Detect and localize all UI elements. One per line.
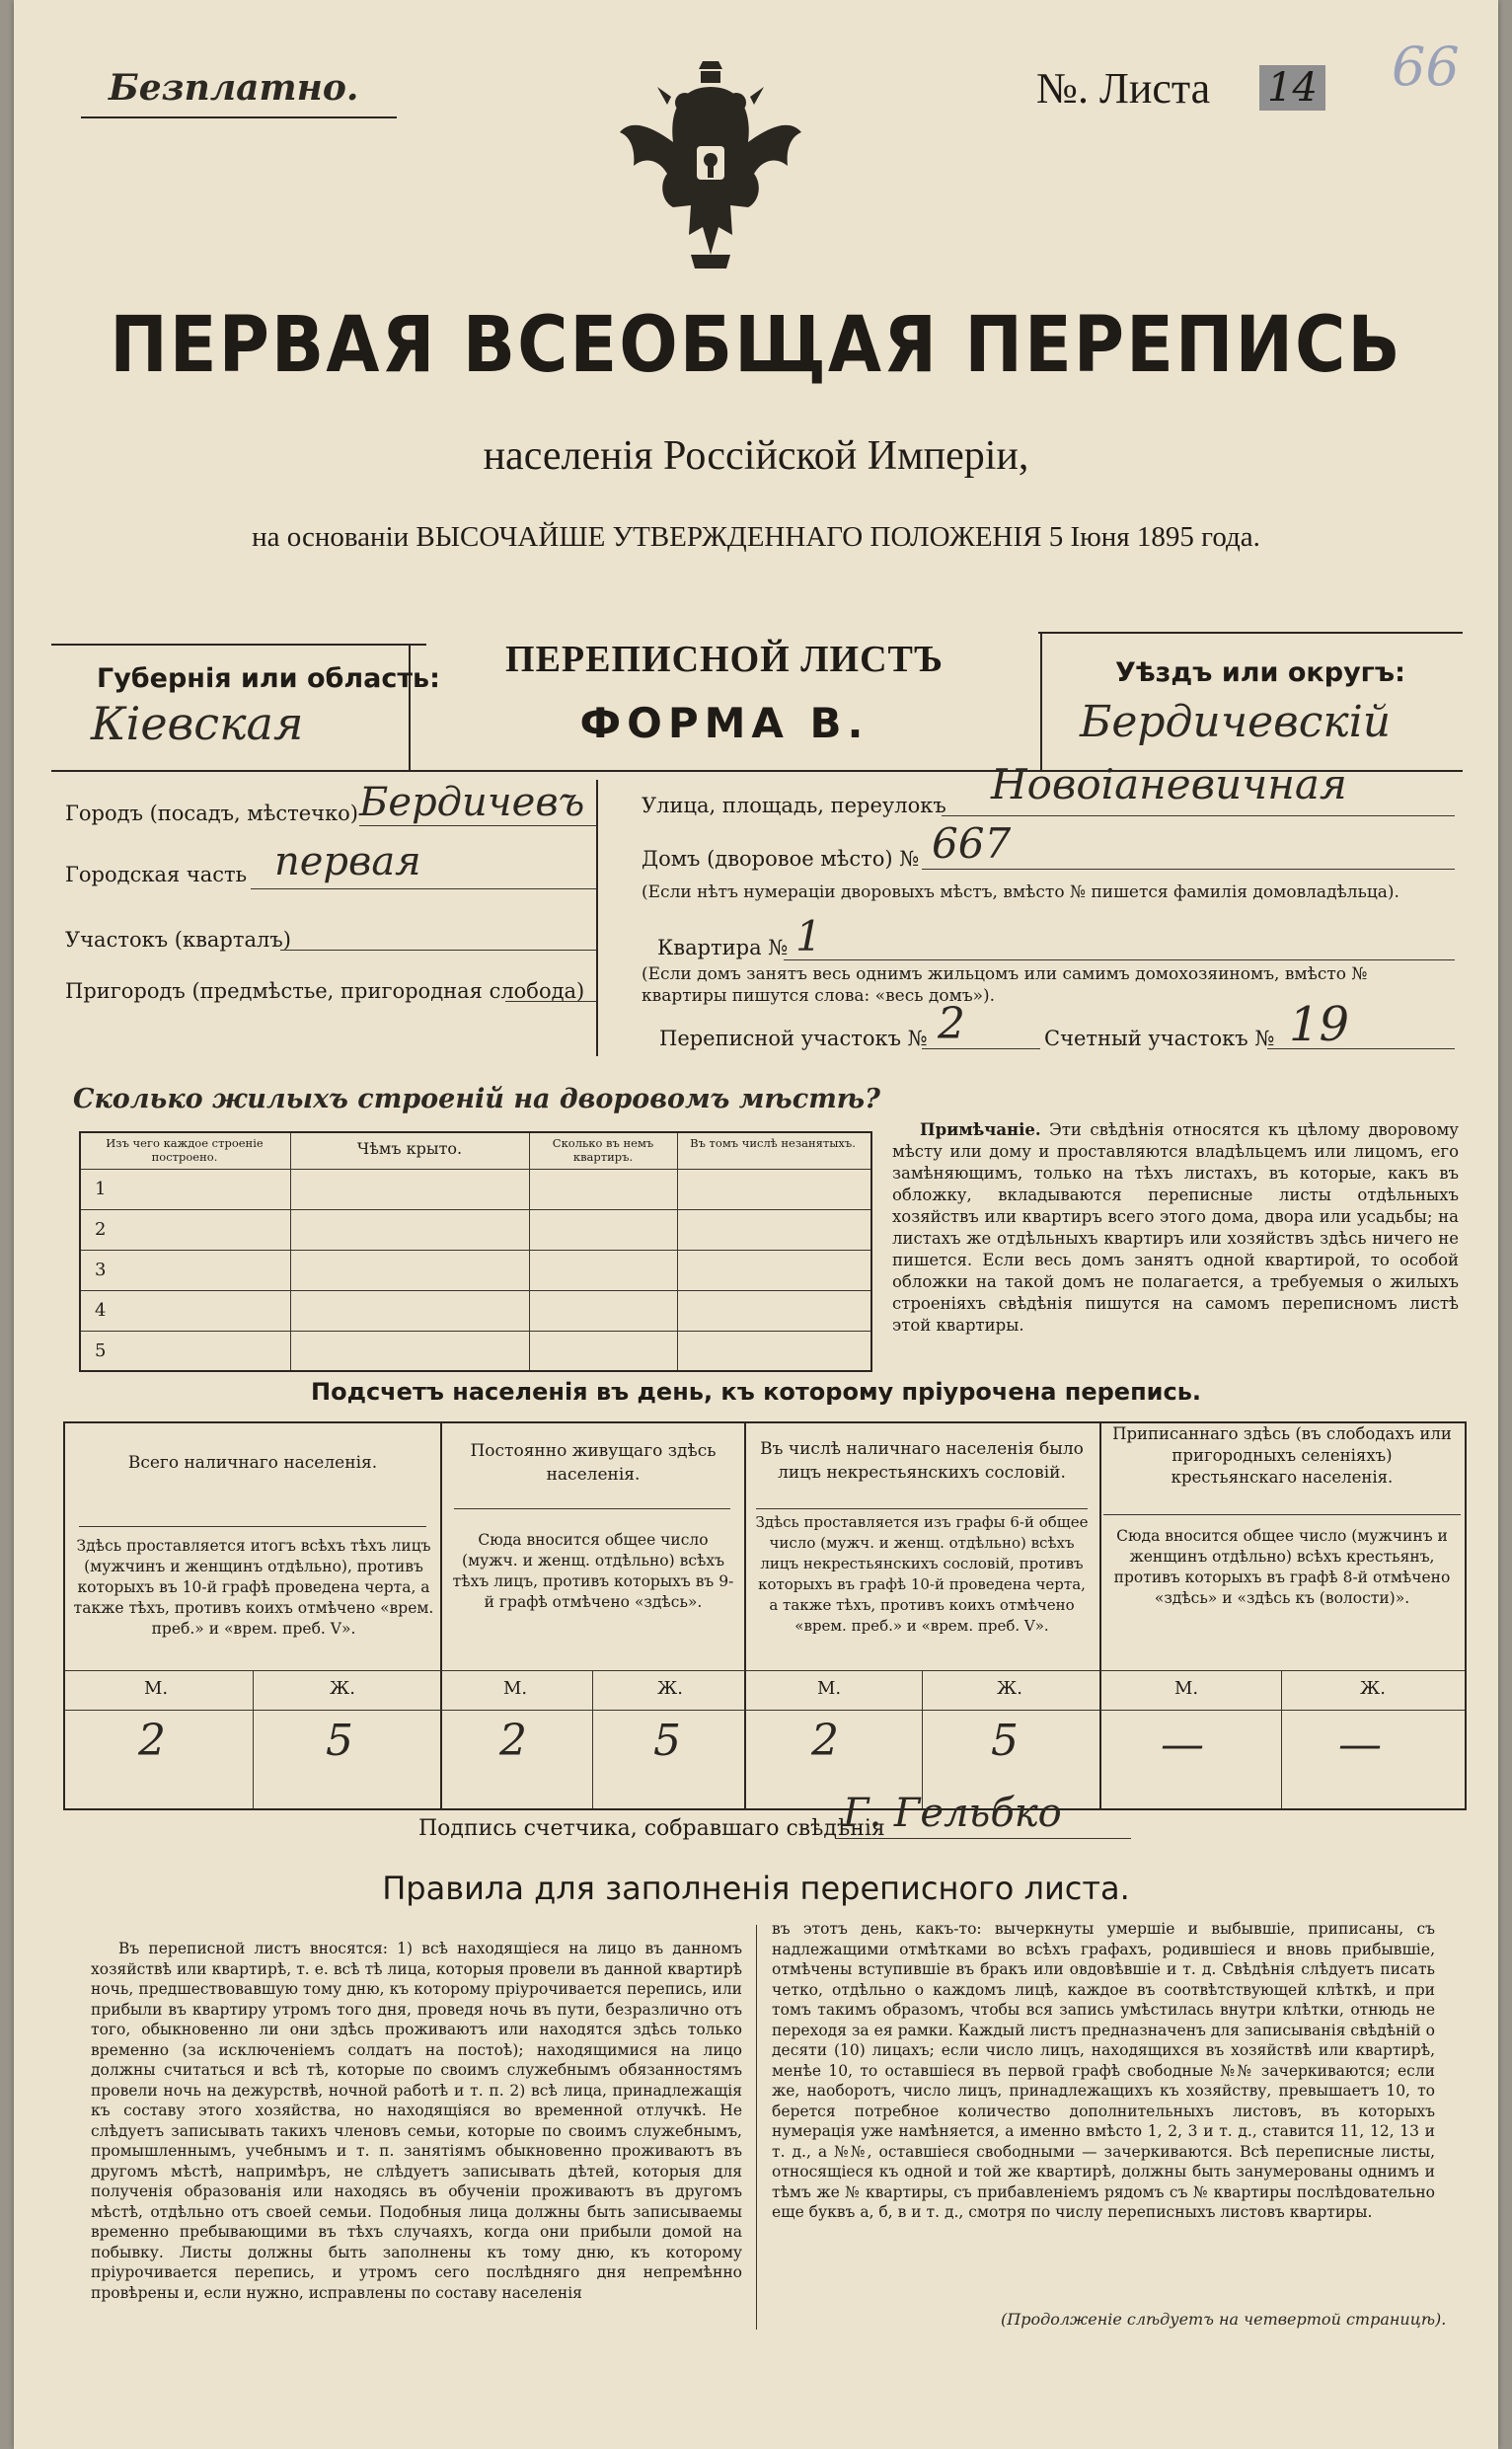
pop-col-nonpeasant-desc: Здѣсь проставляется изъ графы 6-й общее число (мужч. и женщ. отдѣльно) всѣхъ лицъ некрестьянскихъ сословій, противъ которыхъ въ графѣ 10-й проведена черта, а также тѣхъ, противъ коихъ отмѣчено «врем. преб.» и «врем. преб. V».: [755, 1513, 1089, 1635]
census-form-sheet: [14, 0, 1498, 2449]
apartment-label: Квартира №: [657, 936, 789, 959]
pop-col-peasant-head: Приписаннаго здѣсь (въ слободахъ или пригородныхъ селеніяхъ) крестьянскаго населенія.: [1112, 1424, 1452, 1487]
sheet-number-value: 14: [1259, 65, 1325, 111]
note-block: [892, 1119, 1459, 1337]
pop-col4-split: [1281, 1670, 1282, 1808]
sheet-number-label: №. Листа: [1036, 64, 1211, 113]
signature-line: [835, 1838, 1131, 1839]
pop-col-total-m-value: 2: [138, 1716, 166, 1766]
pop-col-total-f-value: 5: [326, 1716, 353, 1766]
population-table: [63, 1421, 1467, 1810]
buildings-header-line: [81, 1169, 870, 1170]
city-line: [359, 825, 596, 826]
rules-divider: [756, 1925, 757, 2330]
address-divider: [596, 780, 598, 1056]
buildings-header-vacant: Въ томъ числѣ незанятыхъ.: [690, 1136, 856, 1150]
house-line: [922, 869, 1455, 870]
house-label: Домъ (дворовое мѣсто) №: [642, 847, 920, 871]
pop-values-line: [65, 1710, 1465, 1711]
form-name: ПЕРЕПИСНОЙ ЛИСТЪ: [505, 639, 944, 680]
street-label: Улица, площадь, переулокъ: [642, 794, 946, 817]
pop-col-permanent-m-label: М.: [503, 1678, 528, 1699]
pop-col-permanent-m-value: 2: [499, 1716, 527, 1766]
pop-col-divider-2: [744, 1423, 746, 1808]
buildings-col-2: [529, 1133, 530, 1370]
double-headed-eagle-icon: [612, 57, 809, 274]
free-underline: [81, 116, 397, 118]
pop-col-permanent-desc: Сюда вносится общее число (мужч. и женщ. отдѣльно) всѣхъ тѣхъ лицъ, противъ которыхъ въ 9-й графѣ отмѣчено «здѣсь».: [452, 1531, 734, 1611]
buildings-row-number: 2: [95, 1219, 107, 1240]
city-label: Городъ (посадъ, мѣстечко): [65, 802, 359, 825]
rules-title: Правила для заполненія переписного листа.: [382, 1870, 1130, 1907]
buildings-row-line-1: [81, 1209, 870, 1210]
rules-left-column: Въ переписной листъ вносятся: 1) всѣ находящіеся на лицо въ данномъ хозяйствѣ или квартирѣ, т. е. всѣ тѣ лица, которыя провели въ данной квартирѣ ночь, предшествовавшую тому дню, къ которому пріурочивается перепись, или прибыли въ квартиру утромъ того дня, проведя ночь въ пути, безразлично отъ того, обыкновенно ли они здѣсь проживаютъ или находятся здѣсь только временно (за исключеніемъ солдатъ на постоѣ); находящимися на лицо должны считаться и всѣ тѣ, которые по своимъ служебнымъ обязанностямъ провели ночь на дежурствѣ, ночной работѣ и т. п. 2) всѣ лица, принадлежащія къ составу этого хозяйства, но находящіяся во временной отлучкѣ. Не слѣдуетъ записывать такихъ членовъ семьи, которые по своимъ служебнымъ, промышленнымъ, учебнымъ и т. п. занятіямъ обыкновенно проживаютъ въ другомъ мѣстѣ, напримѣръ, не слѣдуетъ записывать дѣтей, которыя для полученія образованія или находясь въ обученіи проживаютъ въ другомъ мѣстѣ, отдѣльно отъ своей семьи. Подобныя лица должны быть записываемы временно пребывающими въ тѣхъ случаяхъ, когда они прибыли домой на побывку. Листы должны быть заполнены къ тому дню, къ которому пріурочивается перепись, и утромъ сего послѣдняго дня непремѣнно провѣрены и, если нужно, исправлены по составу населенія: [91, 1940, 742, 2302]
uchastok-label: Участокъ (кварталъ): [65, 928, 291, 952]
pop-col-permanent-f-label: Ж.: [657, 1678, 683, 1699]
buildings-header-material: Изъ чего каждое строеніе построено.: [106, 1136, 264, 1164]
house-note: (Если нѣтъ нумераціи дворовыхъ мѣстъ, вмѣсто № пишется фамилія домовладѣльца).: [642, 882, 1399, 902]
pop-col-nonpeasant-f-label: Ж.: [997, 1678, 1022, 1699]
pop-col-total-f-label: Ж.: [330, 1678, 355, 1699]
pop-col-total-m-label: М.: [144, 1678, 169, 1699]
pop-col-nonpeasant-m-label: М.: [817, 1678, 842, 1699]
city-part-value: первая: [274, 839, 421, 884]
pop-col-total-head: Всего наличнаго населенія.: [127, 1453, 378, 1473]
form-box-top-right: [1038, 632, 1463, 634]
note-title: Примѣчаніе.: [920, 1120, 1041, 1139]
pop-col-nonpeasant-f-value: 5: [991, 1716, 1019, 1766]
pop-col-permanent-head-line: [454, 1508, 730, 1509]
rules-right-column: въ этотъ день, какъ-то: вычеркнуты умершіе и выбывшіе, приписаны, съ надлежащими отмѣтками во всѣхъ графахъ, родившіеся и вновь прибывшіе, отмѣчены вступившіе въ бракъ или овдовѣвшіе и т. д. Свѣдѣнія слѣдуетъ писать четко, отдѣльно о каждомъ лицѣ, каждое въ соотвѣтствующей клѣткѣ, и при томъ такимъ образомъ, чтобы вся запись умѣстилась внутри клѣтки, отнюдь не переходя за ея рамки. Каждый листъ предназначенъ для записыванія свѣдѣній о десяти (10) лицахъ; если число лицъ, находящихся въ хозяйствѣ или квартирѣ, менѣе 10, то оставшіеся въ первой графѣ свободные №№ зачеркиваются; если же, наоборотъ, число лицъ, принадлежащихъ къ хозяйству, превышаетъ 10, то берется потребное количество дополнительныхъ листовъ, въ которыхъ нумерація уже намѣняется, а именно вмѣсто 1, 2, 3 и т. д., ставится 11, 12, 13 и т. д., а №№, оставшіеся свободными — зачеркиваются. Всѣ переписные листы, относящіеся къ одной и той же квартирѣ, должны быть занумерованы однимъ и тѣмъ же № квартиры, съ прибавленіемъ рядомъ съ № квартиры послѣдовательно еще буквъ а, б, в и т. д., смотря по числу переписныхъ листовъ квартиры.: [772, 1920, 1435, 2221]
census-district-label: Переписной участокъ №: [659, 1027, 928, 1050]
pop-col1-split: [253, 1670, 254, 1808]
pop-col-total-head-line: [79, 1526, 426, 1527]
buildings-col-3: [677, 1133, 678, 1370]
pop-col2-split: [592, 1670, 593, 1808]
buildings-col-1: [290, 1133, 291, 1370]
uchastok-line: [280, 950, 596, 951]
guberniya-label: Губернія или область:: [97, 663, 440, 694]
subtitle: населенія Россійской Имперіи,: [483, 433, 1029, 479]
legal-basis: на основаніи ВЫСОЧАЙШЕ УТВЕРЖДЕННАГО ПОЛОЖЕНІЯ 5 Іюня 1895 года.: [252, 521, 1260, 553]
apartment-value: 1: [795, 912, 822, 960]
free-label: Безплатно.: [109, 67, 359, 109]
buildings-row-line-3: [81, 1290, 870, 1291]
pop-col-permanent-f-value: 5: [653, 1716, 681, 1766]
prigorod-label: Пригородъ (предмѣстье, пригородная слобода): [65, 979, 585, 1003]
signature-value: Г. Гельбко: [843, 1791, 1062, 1836]
pop-col-divider-3: [1099, 1423, 1101, 1808]
corner-number: 66: [1392, 36, 1460, 98]
signature-label: Подпись счетчика, собравшаго свѣдѣнія: [418, 1816, 885, 1841]
pop-col-divider-1: [440, 1423, 442, 1808]
pop-col-peasant-desc: Сюда вносится общее число (мужчинъ и женщинъ отдѣльно) всѣхъ крестьянъ, противъ которыхъ въ графѣ 8-й отмѣчено «здѣсь» и «здѣсь къ (волости)».: [1113, 1527, 1451, 1607]
buildings-header-apartments: Сколько въ немъ квартиръ.: [552, 1136, 654, 1164]
note-text: Эти свѣдѣнія относятся къ цѣлому дворовому мѣсту или дому и проставляются владѣльцемъ или лицомъ, его замѣняющимъ, только на тѣхъ листахъ, въ которые, какъ въ обложку, вкладываются переписные листы отдѣльныхъ хозяйствъ или квартиръ всего этого дома, двора или усадьбы; на листахъ же отдѣльныхъ квартиръ или хозяйствъ здѣсь ничего не пишется. Если весь домъ занятъ одной квартирой, то особой обложки на такой домъ не полагается, а требуемыя о жилыхъ строеніяхъ свѣдѣнія пишутся на самомъ переписномъ листѣ этой квартиры.: [892, 1120, 1459, 1335]
rules-continuation: (Продолженіе слѣдуетъ на четвертой страницѣ).: [1001, 2310, 1447, 2329]
buildings-row-number: 5: [95, 1340, 107, 1361]
buildings-row-line-2: [81, 1250, 870, 1251]
pop-col-total-desc: Здѣсь проставляется итогъ всѣхъ тѣхъ лицъ (мужчинъ и женщинъ отдѣльно), противъ которыхъ въ 10-й графѣ проведена черта, а также тѣхъ, противъ коихъ отмѣчено «врем. преб.» и «врем. преб. V».: [73, 1537, 434, 1638]
buildings-row-number: 1: [95, 1179, 107, 1199]
uezd-value: Бердичевскій: [1080, 697, 1392, 747]
pop-col-nonpeasant-head-line: [756, 1508, 1088, 1509]
buildings-row-line-4: [81, 1331, 870, 1332]
pop-col-peasant-f-value: —: [1338, 1720, 1382, 1770]
census-district-value: 2: [938, 999, 965, 1049]
uezd-label: Уѣздъ или округъ:: [1115, 657, 1405, 688]
buildings-row-number: 3: [95, 1260, 107, 1280]
pop-col-nonpeasant-head: Въ числѣ наличнаго населенія было лицъ некрестьянскихъ сословій.: [760, 1439, 1084, 1483]
count-district-line: [1267, 1048, 1455, 1049]
form-box-divider-right: [1040, 632, 1042, 770]
buildings-table: [79, 1131, 872, 1372]
count-district-label: Счетный участокъ №: [1044, 1027, 1275, 1050]
main-title: ПЕРВАЯ ВСЕОБЩАЯ ПЕРЕПИСЬ: [110, 299, 1402, 390]
city-part-line: [251, 888, 596, 889]
form-box-top-left: [51, 644, 426, 646]
house-value: 667: [932, 819, 1012, 868]
population-title: Подсчетъ населенія въ день, къ которому пріурочена перепись.: [311, 1378, 1201, 1406]
pop-col-peasant-head-line: [1103, 1514, 1461, 1515]
pop-col-peasant-m-value: —: [1161, 1720, 1204, 1770]
pop-col-nonpeasant-m-value: 2: [811, 1716, 839, 1766]
pop-col3-split: [922, 1670, 923, 1808]
form-letter: ФОРМА В.: [579, 699, 869, 747]
count-district-value: 19: [1289, 997, 1350, 1052]
buildings-header-roof: Чѣмъ крыто.: [356, 1139, 463, 1158]
pop-col-peasant-f-label: Ж.: [1360, 1678, 1386, 1699]
prigorod-line: [505, 1001, 596, 1002]
apartment-line: [784, 959, 1455, 960]
street-line: [942, 815, 1455, 816]
pop-col-permanent-head: Постоянно живущаго здѣсь населенія.: [470, 1441, 717, 1485]
street-value: Новоіаневичная: [991, 760, 1347, 808]
census-district-line: [922, 1048, 1040, 1049]
city-value: Бердичевъ: [359, 780, 585, 825]
city-part-label: Городская часть: [65, 863, 248, 886]
buildings-question: Сколько жилыхъ строеній на дворовомъ мѣстѣ?: [73, 1084, 880, 1114]
buildings-row-number: 4: [95, 1300, 107, 1321]
guberniya-value: Кіевская: [91, 697, 304, 750]
apartment-note: (Если домъ занятъ весь однимъ жильцомъ или самимъ домохозяиномъ, вмѣсто № квартиры пишутся слова: «весь домъ»).: [642, 964, 1368, 1006]
pop-col-peasant-m-label: М.: [1174, 1678, 1199, 1699]
pop-mf-line: [65, 1670, 1465, 1671]
